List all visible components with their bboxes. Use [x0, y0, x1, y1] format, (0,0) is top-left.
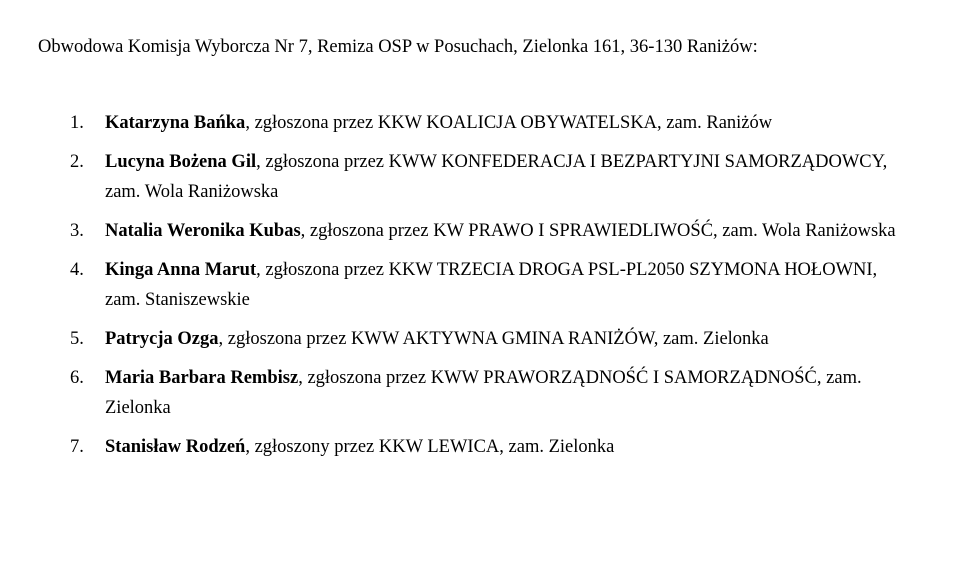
item-number: 6. — [70, 368, 84, 388]
member-list — [70, 108, 910, 471]
member-name: Kinga Anna Marut — [105, 260, 257, 280]
list-item — [70, 216, 910, 246]
committee-heading: Obwodowa Komisja Wyborcza Nr 7, Remiza OSP w Posuchach, Zielonka 161, 36-130 Raniżów: — [38, 37, 758, 57]
item-number: 1. — [70, 113, 84, 133]
member-name: Maria Barbara Rembisz — [105, 368, 299, 388]
member-details: , zgłoszona przez KWW KONFEDERACJA I BEZPARTYJNI SAMORZĄDOWCY, zam. Wola Raniżowska — [105, 152, 888, 202]
member-name: Stanisław Rodzeń — [105, 437, 246, 457]
list-item — [70, 432, 910, 462]
member-details: , zgłoszona przez KKW TRZECIA DROGA PSL-PL2050 SZYMONA HOŁOWNI, zam. Staniszewskie — [105, 260, 878, 310]
item-number: 7. — [70, 437, 84, 457]
member-details: , zgłoszona przez KW PRAWO I SPRAWIEDLIWOŚĆ, zam. Wola Raniżowska — [300, 221, 896, 241]
member-details: , zgłoszony przez KKW LEWICA, zam. Zielonka — [245, 437, 615, 457]
member-details: , zgłoszona przez KWW AKTYWNA GMINA RANIŻÓW, zam. Zielonka — [218, 329, 769, 349]
member-details: , zgłoszona przez KKW KOALICJA OBYWATELSKA, zam. Raniżów — [245, 113, 773, 133]
member-details: , zgłoszona przez KWW PRAWORZĄDNOŚĆ I SAMORZĄDNOŚĆ, zam. Zielonka — [105, 368, 862, 418]
member-name: Patrycja Ozga — [105, 329, 219, 349]
item-number: 3. — [70, 221, 84, 241]
item-number: 4. — [70, 260, 84, 280]
member-name: Katarzyna Bańka — [105, 113, 246, 133]
list-item — [70, 108, 910, 138]
list-item — [70, 255, 910, 315]
list-item — [70, 147, 910, 207]
item-number: 2. — [70, 152, 84, 172]
list-item — [70, 324, 910, 354]
list-item — [70, 363, 910, 423]
member-name: Natalia Weronika Kubas — [105, 221, 301, 241]
item-number: 5. — [70, 329, 84, 349]
member-name: Lucyna Bożena Gil — [105, 152, 257, 172]
